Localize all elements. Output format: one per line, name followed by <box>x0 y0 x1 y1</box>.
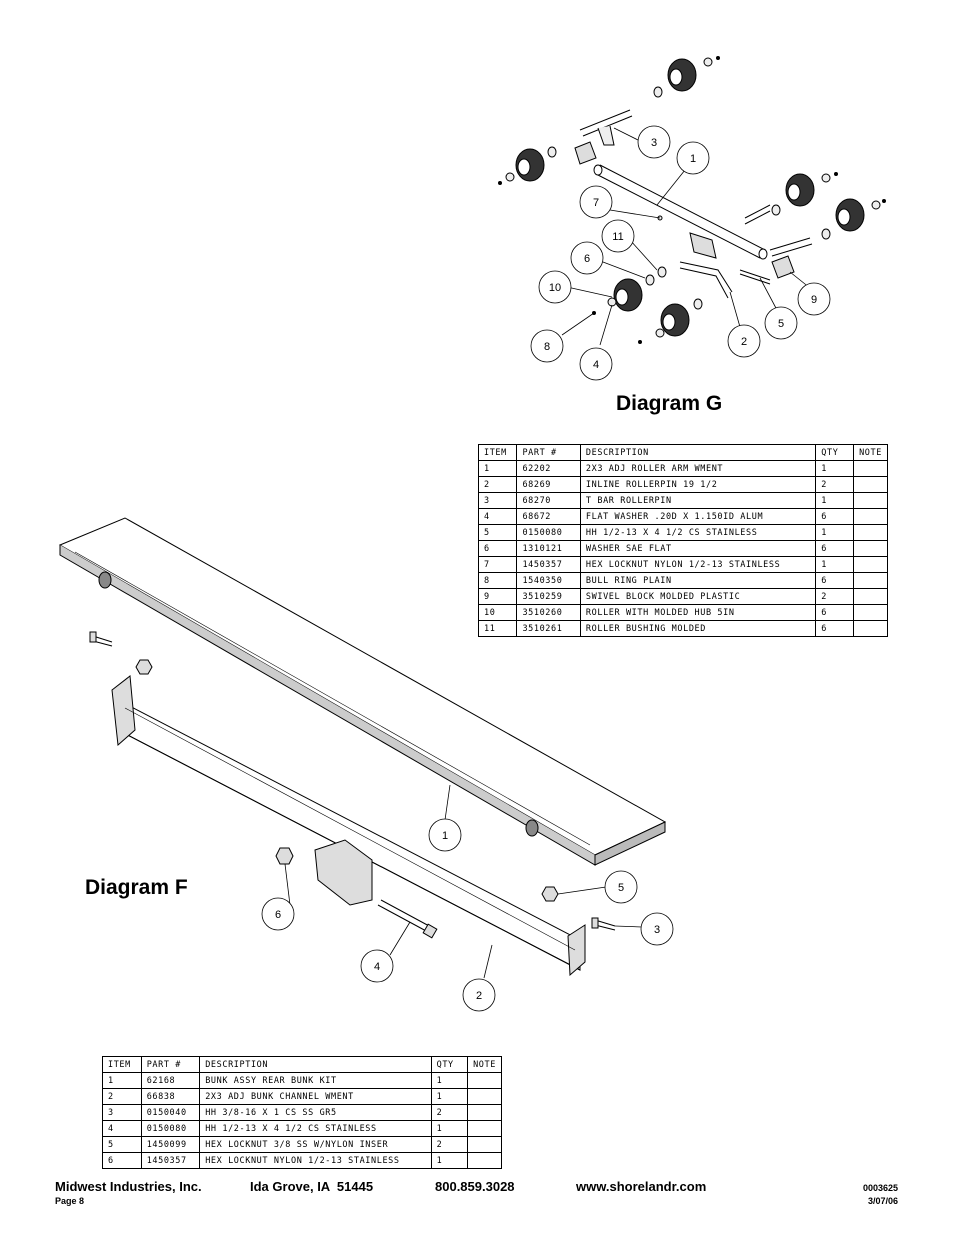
cell-qty: 1 <box>431 1089 467 1105</box>
diagram-g-title: Diagram G <box>616 392 723 415</box>
diagram-f-parts-table <box>102 1056 502 1169</box>
cell-qty: 1 <box>816 557 854 573</box>
cell-qty: 6 <box>816 621 854 637</box>
cell-part-number: 68270 <box>517 493 580 509</box>
cell-note <box>854 525 888 541</box>
cell-item: 10 <box>479 605 517 621</box>
cell-item: 1 <box>103 1073 142 1089</box>
cell-qty: 1 <box>431 1121 467 1137</box>
cell-part-number: 68672 <box>517 509 580 525</box>
cell-part-number: 62168 <box>141 1073 200 1089</box>
cell-description: HEX LOCKNUT 3/8 SS W/NYLON INSER <box>200 1137 431 1153</box>
callout-f-2: 2 <box>475 990 483 1002</box>
cell-description: WASHER SAE FLAT <box>580 541 815 557</box>
cell-description: 2X3 ADJ BUNK CHANNEL WMENT <box>200 1089 431 1105</box>
header-item: ITEM <box>103 1057 142 1073</box>
diagram-f-drawing <box>55 510 695 1015</box>
cell-part-number: 62202 <box>517 461 580 477</box>
cell-part-number: 1450357 <box>141 1153 200 1169</box>
cell-qty: 6 <box>816 509 854 525</box>
table-row <box>479 461 888 477</box>
header-description: DESCRIPTION <box>580 445 815 461</box>
cell-note <box>854 557 888 573</box>
cell-qty: 1 <box>816 525 854 541</box>
callout-g-3: 3 <box>650 137 658 149</box>
cell-part-number: 1450099 <box>141 1137 200 1153</box>
callout-g-8: 8 <box>543 341 551 353</box>
cell-item: 5 <box>103 1137 142 1153</box>
table-row <box>479 493 888 509</box>
cell-description: ROLLER BUSHING MOLDED <box>580 621 815 637</box>
callout-g-10: 10 <box>548 282 562 294</box>
cell-description: HH 3/8-16 X 1 CS SS GR5 <box>200 1105 431 1121</box>
callout-f-4: 4 <box>373 961 381 973</box>
cell-note <box>468 1089 502 1105</box>
header-note: NOTE <box>468 1057 502 1073</box>
cell-description: BULL RING PLAIN <box>580 573 815 589</box>
cell-note <box>854 589 888 605</box>
table-row <box>479 477 888 493</box>
footer-location: Ida Grove, IA 51445 <box>250 1179 374 1194</box>
cell-note <box>854 573 888 589</box>
cell-description: BUNK ASSY REAR BUNK KIT <box>200 1073 431 1089</box>
cell-note <box>468 1105 502 1121</box>
cell-note <box>854 621 888 637</box>
cell-note <box>854 605 888 621</box>
cell-part-number: 68269 <box>517 477 580 493</box>
cell-part-number: 0150080 <box>141 1121 200 1137</box>
cell-description: FLAT WASHER .20D X 1.150ID ALUM <box>580 509 815 525</box>
header-part: PART # <box>517 445 580 461</box>
cell-description: INLINE ROLLERPIN 19 1/2 <box>580 477 815 493</box>
callout-f-3: 3 <box>653 924 661 936</box>
header-description: DESCRIPTION <box>200 1057 431 1073</box>
cell-part-number: 1450357 <box>517 557 580 573</box>
table-row <box>103 1153 502 1169</box>
cell-qty: 2 <box>431 1137 467 1153</box>
callout-g-9: 9 <box>810 294 818 306</box>
header-part: PART # <box>141 1057 200 1073</box>
cell-item: 11 <box>479 621 517 637</box>
cell-qty: 6 <box>816 605 854 621</box>
cell-note <box>854 541 888 557</box>
callout-f-5: 5 <box>617 882 625 894</box>
table-header-row <box>479 445 888 461</box>
callout-f-1: 1 <box>441 830 449 842</box>
cell-item: 4 <box>479 509 517 525</box>
cell-qty: 1 <box>431 1153 467 1169</box>
cell-part-number: 3510261 <box>517 621 580 637</box>
cell-part-number: 3510259 <box>517 589 580 605</box>
callout-g-2: 2 <box>740 336 748 348</box>
cell-description: SWIVEL BLOCK MOLDED PLASTIC <box>580 589 815 605</box>
cell-part-number: 0150080 <box>517 525 580 541</box>
cell-item: 3 <box>103 1105 142 1121</box>
cell-description: HEX LOCKNUT NYLON 1/2-13 STAINLESS <box>200 1153 431 1169</box>
cell-description: ROLLER WITH MOLDED HUB 5IN <box>580 605 815 621</box>
footer-date: 3/07/06 <box>867 1196 898 1206</box>
cell-qty: 1 <box>816 493 854 509</box>
cell-qty: 2 <box>431 1105 467 1121</box>
cell-part-number: 1540350 <box>517 573 580 589</box>
cell-description: T BAR ROLLERPIN <box>580 493 815 509</box>
cell-qty: 6 <box>816 541 854 557</box>
cell-item: 7 <box>479 557 517 573</box>
cell-item: 6 <box>479 541 517 557</box>
cell-note <box>468 1153 502 1169</box>
cell-item: 8 <box>479 573 517 589</box>
cell-note <box>468 1137 502 1153</box>
cell-qty: 6 <box>816 573 854 589</box>
cell-item: 6 <box>103 1153 142 1169</box>
cell-description: HEX LOCKNUT NYLON 1/2-13 STAINLESS <box>580 557 815 573</box>
cell-note <box>854 461 888 477</box>
callout-g-1: 1 <box>689 153 697 165</box>
cell-note <box>468 1073 502 1089</box>
cell-description: HH 1/2-13 X 4 1/2 CS STAINLESS <box>200 1121 431 1137</box>
diagram-g-drawing <box>480 40 900 385</box>
footer-company: Midwest Industries, Inc. <box>55 1179 202 1194</box>
cell-note <box>468 1121 502 1137</box>
table-row <box>103 1137 502 1153</box>
diagram-f-title: Diagram F <box>85 876 188 899</box>
cell-item: 3 <box>479 493 517 509</box>
cell-item: 1 <box>479 461 517 477</box>
cell-part-number: 3510260 <box>517 605 580 621</box>
cell-item: 5 <box>479 525 517 541</box>
cell-qty: 1 <box>431 1073 467 1089</box>
callout-g-6: 6 <box>583 253 591 265</box>
footer-phone: 800.859.3028 <box>435 1179 515 1194</box>
callout-g-5: 5 <box>777 318 785 330</box>
header-item: ITEM <box>479 445 517 461</box>
cell-part-number: 1310121 <box>517 541 580 557</box>
cell-description: HH 1/2-13 X 4 1/2 CS STAINLESS <box>580 525 815 541</box>
cell-qty: 2 <box>816 477 854 493</box>
footer-page-number: Page 8 <box>55 1196 85 1206</box>
footer-doc-number: 0003625 <box>862 1183 898 1193</box>
header-qty: QTY <box>431 1057 467 1073</box>
cell-qty: 2 <box>816 589 854 605</box>
callout-f-6: 6 <box>274 909 282 921</box>
table-row <box>103 1089 502 1105</box>
cell-part-number: 0150040 <box>141 1105 200 1121</box>
cell-note <box>854 477 888 493</box>
cell-description: 2X3 ADJ ROLLER ARM WMENT <box>580 461 815 477</box>
callout-g-4: 4 <box>592 359 600 371</box>
cell-item: 9 <box>479 589 517 605</box>
table-row <box>103 1073 502 1089</box>
table-row <box>103 1105 502 1121</box>
cell-note <box>854 493 888 509</box>
cell-part-number: 66838 <box>141 1089 200 1105</box>
cell-item: 4 <box>103 1121 142 1137</box>
cell-item: 2 <box>479 477 517 493</box>
cell-item: 2 <box>103 1089 142 1105</box>
callout-g-7: 7 <box>592 197 600 209</box>
table-header-row <box>103 1057 502 1073</box>
cell-note <box>854 509 888 525</box>
header-qty: QTY <box>816 445 854 461</box>
table-row <box>103 1121 502 1137</box>
cell-qty: 1 <box>816 461 854 477</box>
callout-g-11: 11 <box>612 231 624 243</box>
header-note: NOTE <box>854 445 888 461</box>
footer-website: www.shorelandr.com <box>576 1179 707 1194</box>
